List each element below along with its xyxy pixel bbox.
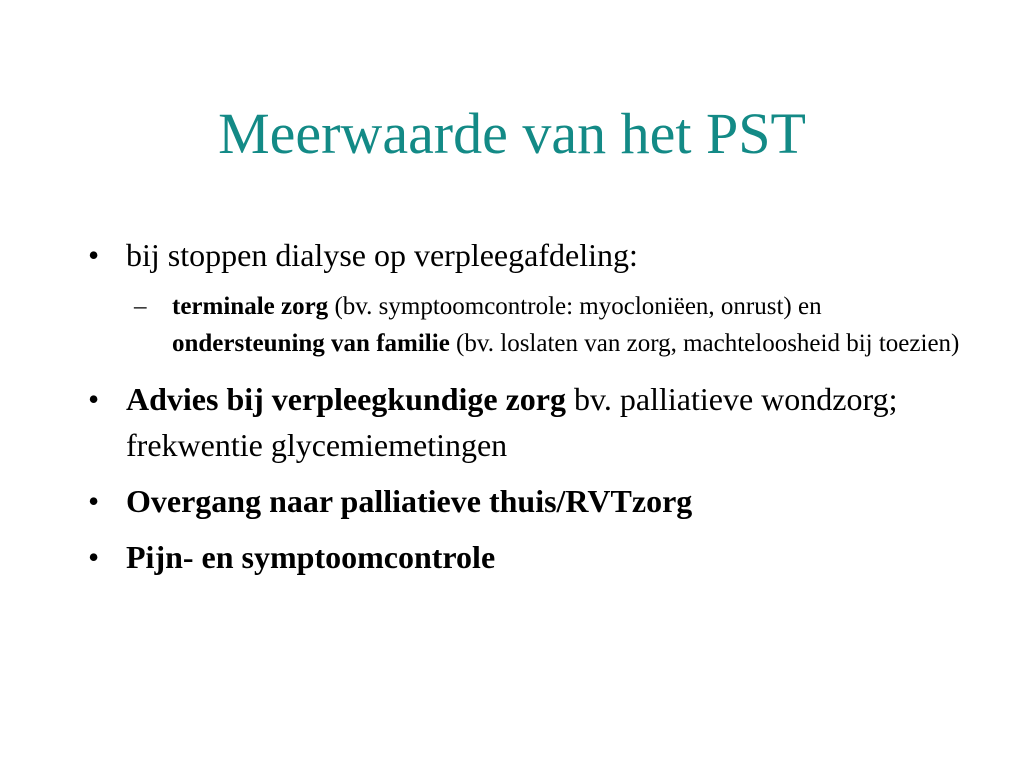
bullet-text: bij stoppen dialyse op verpleegafdeling:	[126, 237, 638, 273]
bullet-text: bv. palliatieve wondzorg; frekwentie glycemiemetingen	[126, 381, 898, 463]
bullet-marker: •	[88, 237, 100, 273]
bullet-marker: •	[88, 483, 100, 519]
sub-bullet-bold-text: terminale zorg	[172, 293, 329, 320]
slide-title: Meerwaarde van het PST	[218, 101, 806, 166]
bullet-marker: •	[88, 539, 100, 575]
sub-bullet-text: (bv. loslaten van zorg, machteloosheid bij toezien)	[449, 330, 960, 357]
bullet-bold-text: Overgang naar palliatieve thuis/RVTzorg	[126, 483, 693, 519]
bullet-bold-text: Pijn- en symptoomcontrole	[126, 539, 496, 575]
bullet-marker: •	[88, 381, 100, 417]
bullet-item-pain-control	[88, 534, 968, 580]
bullet-item-nursing-advice	[88, 376, 968, 468]
bullet-item-dialysis	[88, 232, 968, 278]
sub-bullet-text: (bv. symptoomcontrole: myocloniëen, onrust) en	[328, 293, 822, 320]
bullet-item-palliative-transition	[88, 478, 968, 524]
sub-bullet-bold-text: ondersteuning van familie	[172, 330, 450, 357]
bullet-list	[88, 232, 968, 590]
sub-bullet-item-terminal-care	[134, 288, 968, 362]
sub-bullet-marker: –	[134, 293, 147, 320]
bullet-bold-text: Advies bij verpleegkundige zorg	[126, 381, 566, 417]
